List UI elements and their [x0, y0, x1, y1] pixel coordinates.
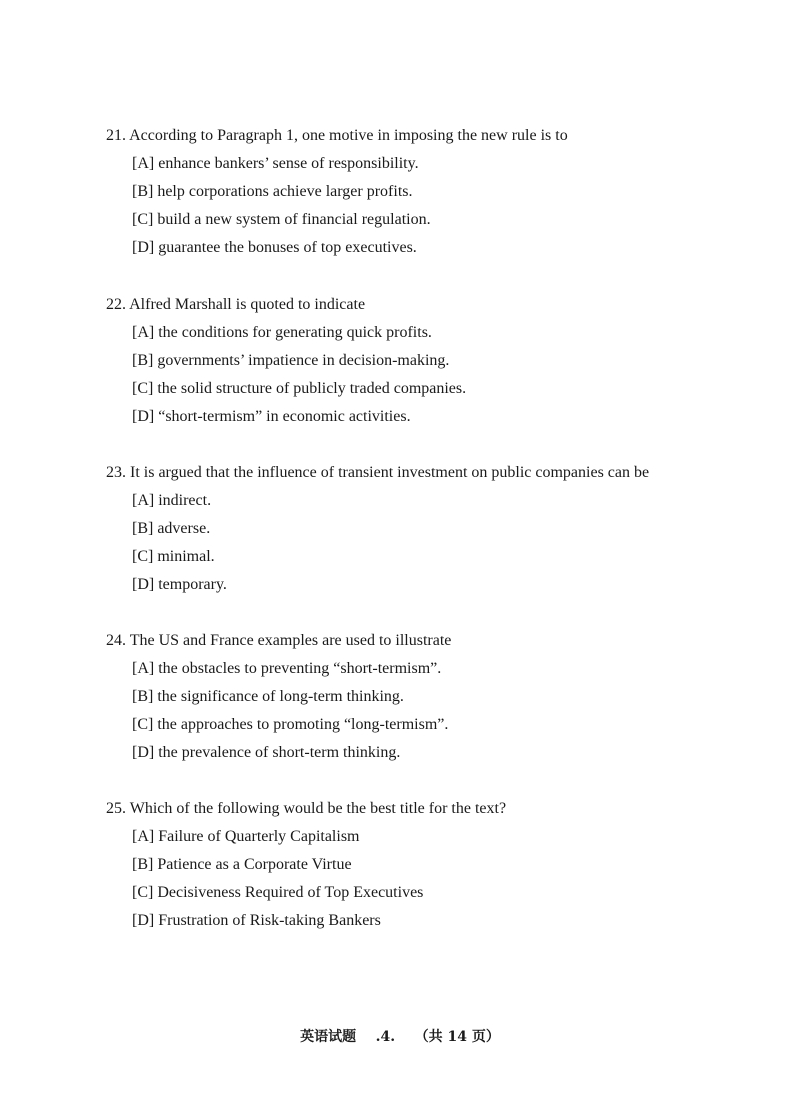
option-b: [B] the significance of long-term thinking. [132, 688, 404, 705]
question-stem: 25. Which of the following would be the best title for the text? [106, 800, 507, 817]
option-c: [C] the solid structure of publicly traded companies. [132, 380, 467, 397]
option-a: [A] indirect. [132, 492, 212, 509]
option-c: [C] build a new system of financial regulation. [132, 211, 431, 228]
option-a: [A] the obstacles to preventing “short-termism”. [132, 660, 442, 677]
option-c: [C] Decisiveness Required of Top Executives [132, 884, 424, 901]
question-23 [106, 459, 746, 599]
option-d: [D] “short-termism” in economic activities. [132, 408, 411, 425]
option-b: [B] help corporations achieve larger profits. [132, 183, 413, 200]
page-footer: 英语试题 .4. （共 14 页） [300, 1029, 500, 1045]
option-b: [B] Patience as a Corporate Virtue [132, 856, 352, 873]
option-a: [A] Failure of Quarterly Capitalism [132, 828, 360, 845]
option-b: [B] adverse. [132, 520, 211, 537]
question-stem: 23. It is argued that the influence of transient investment on public companies can be [106, 464, 650, 481]
option-d: [D] Frustration of Risk-taking Bankers [132, 912, 381, 929]
option-d: [D] temporary. [132, 576, 227, 593]
question-25 [106, 795, 746, 935]
question-stem: 22. Alfred Marshall is quoted to indicate [106, 296, 366, 313]
option-c: [C] minimal. [132, 548, 215, 565]
option-b: [B] governments’ impatience in decision-making. [132, 352, 450, 369]
question-stem: 21. According to Paragraph 1, one motive in imposing the new rule is to [106, 127, 568, 144]
question-22 [106, 291, 746, 431]
question-stem: 24. The US and France examples are used to illustrate [106, 632, 452, 649]
option-d: [D] the prevalence of short-term thinking. [132, 744, 401, 761]
option-a: [A] enhance bankers’ sense of responsibility. [132, 155, 419, 172]
question-24 [106, 627, 746, 767]
option-d: [D] guarantee the bonuses of top executives. [132, 239, 417, 256]
question-21 [106, 122, 746, 262]
option-a: [A] the conditions for generating quick profits. [132, 324, 432, 341]
option-c: [C] the approaches to promoting “long-termism”. [132, 716, 449, 733]
